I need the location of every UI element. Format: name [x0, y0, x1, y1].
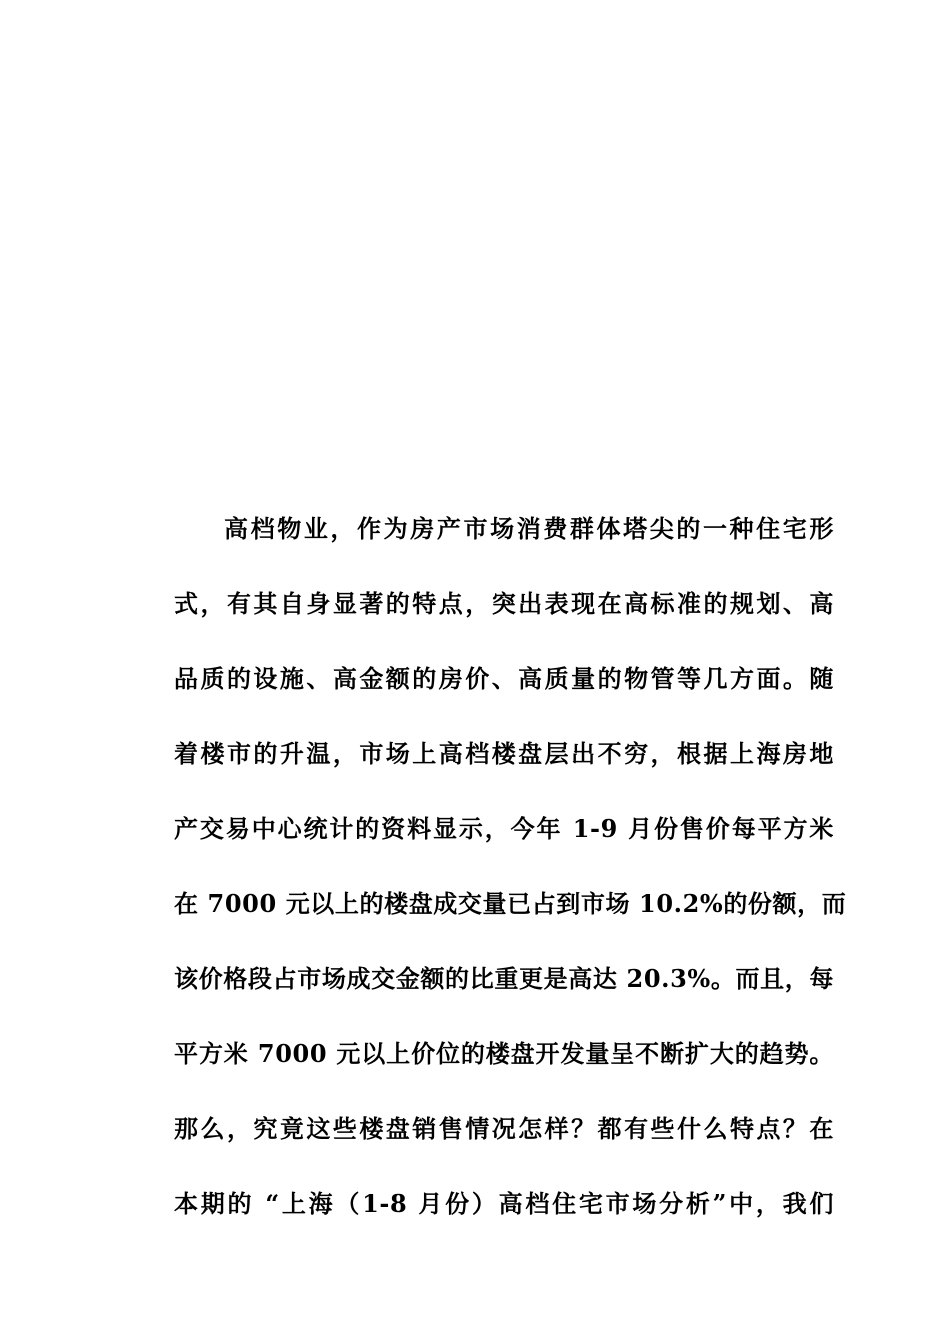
paragraph-line: 在 7000 元以上的楼盘成交量已占到市场 10.2%的份额，而	[174, 889, 847, 918]
paragraph-line: 式，有其自身显著的特点，突出表现在高标准的规划、高	[174, 589, 834, 618]
paragraph-line: 高档物业，作为房产市场消费群体塔尖的一种住宅形	[224, 514, 834, 543]
paragraph-line: 该价格段占市场成交金额的比重更是高达 20.3%。而且，每	[174, 964, 834, 993]
paragraph-line: 品质的设施、高金额的房价、高质量的物管等几方面。随	[174, 664, 834, 693]
paragraph-line: 平方米 7000 元以上价位的楼盘开发量呈不断扩大的趋势。	[174, 1039, 834, 1068]
body-paragraph	[174, 507, 847, 1257]
paragraph-line: 本期的 “上海（1-8 月份）高档住宅市场分析”中，我们	[174, 1189, 834, 1218]
paragraph-line: 那么，究竟这些楼盘销售情况怎样？都有些什么特点？在	[174, 1114, 834, 1143]
paragraph-line: 着楼市的升温，市场上高档楼盘层出不穷，根据上海房地	[174, 739, 834, 768]
paragraph-line: 产交易中心统计的资料显示，今年 1-9 月份售价每平方米	[174, 814, 834, 843]
